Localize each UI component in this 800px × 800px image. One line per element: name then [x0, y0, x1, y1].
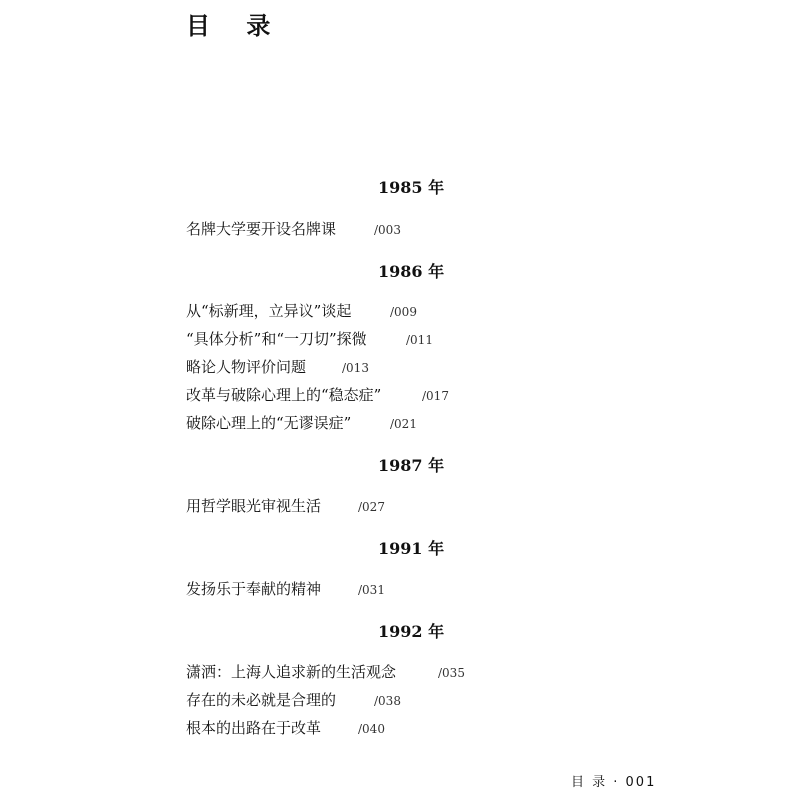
- toc-entry-title: 根本的出路在于改革: [186, 719, 322, 737]
- toc-entry-title: 破除心理上的“无谬误症”: [186, 414, 352, 432]
- toc-entry-title: 发扬乐于奉献的精神: [186, 580, 322, 598]
- toc-entry-title: 略论人物评价问题: [186, 358, 307, 376]
- toc-entry-page: /017: [422, 389, 449, 403]
- toc-entry-title: 潇洒：上海人追求新的生活观念: [186, 663, 397, 681]
- toc-entry-title: 存在的未必就是合理的: [186, 691, 337, 709]
- section-year-1991: 1991 年: [378, 539, 445, 558]
- toc-entry-page: /031: [358, 583, 385, 597]
- toc-entry-page: /013: [342, 361, 369, 375]
- toc-entry-title: 从“标新理，立异议”谈起: [186, 302, 352, 320]
- toc-entry-page: /011: [406, 333, 433, 347]
- toc-entry-page: /035: [438, 666, 465, 680]
- section-year-1985: 1985 年: [378, 178, 445, 197]
- toc-entry-page: /040: [358, 722, 385, 736]
- section-year-1987: 1987 年: [378, 456, 445, 475]
- section-year-1992: 1992 年: [378, 622, 445, 641]
- toc-entry-page: /003: [374, 223, 401, 237]
- toc-entry-title: 改革与破除心理上的“稳态症”: [186, 386, 382, 404]
- toc-entry-page: /009: [390, 305, 417, 319]
- page-footer: 目 录 · 001: [571, 775, 657, 790]
- toc-entry-title: 名牌大学要开设名牌课: [186, 220, 337, 238]
- toc-entry-page: /027: [358, 500, 385, 514]
- page-title: 目 录: [186, 12, 285, 40]
- toc-entry-title: 用哲学眼光审视生活: [186, 497, 322, 515]
- toc-entry-title: “具体分析”和“一刀切”探微: [186, 330, 367, 348]
- section-year-1986: 1986 年: [378, 262, 445, 281]
- toc-entry-page: /038: [374, 694, 401, 708]
- toc-entry-page: /021: [390, 417, 417, 431]
